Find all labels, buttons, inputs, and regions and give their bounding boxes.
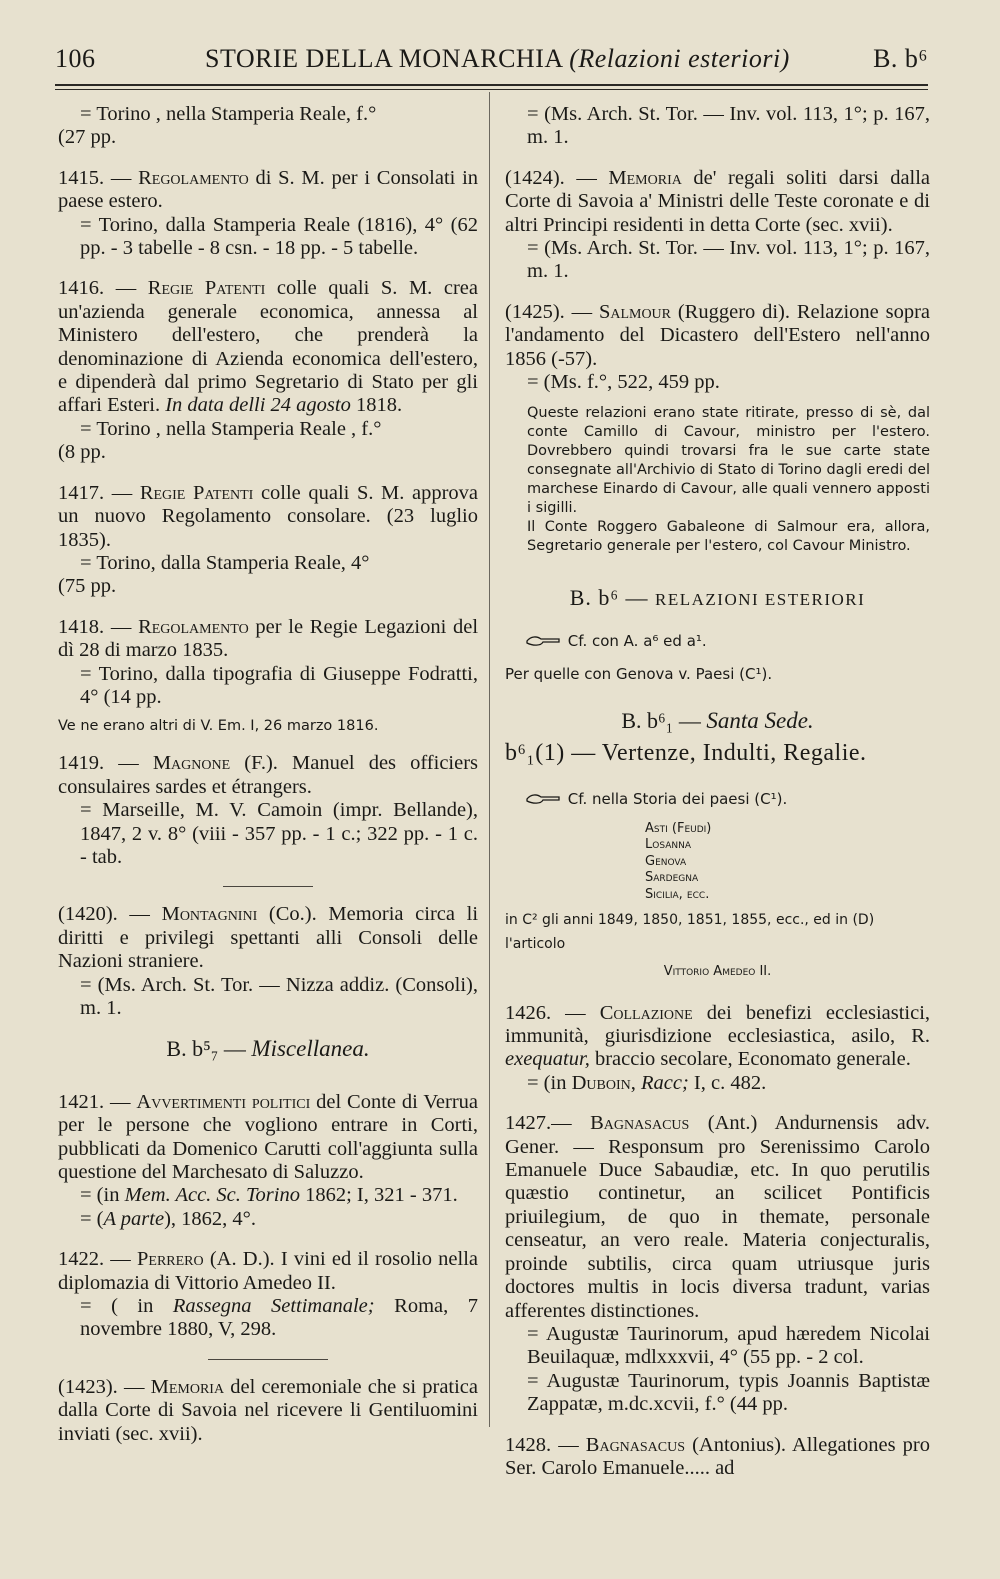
entry-pages: (8 pp. — [58, 441, 106, 464]
pub-detail: 1862; I, 321 - 371. — [305, 1184, 458, 1207]
pub-detail: ), 1862, 4°. — [164, 1207, 256, 1230]
pub-journal: Mem. Acc. Sc. Torino — [124, 1184, 300, 1207]
pointing-hand-icon — [525, 634, 563, 648]
cross-reference — [525, 630, 930, 653]
list-item: Sicilia, ecc. — [645, 886, 710, 902]
entry-publication: = Torino, dalla Stamperia Reale, 4° — [80, 551, 370, 574]
separator-rule — [208, 1359, 328, 1360]
entry-number: 1428. — — [505, 1433, 579, 1456]
section-title: Santa Sede. — [706, 707, 814, 733]
running-header — [55, 44, 928, 84]
entry-publication: = Augustæ Taurinorum, typis Joannis Baptistæ Zappatæ, m.dc.xcvii, f.° (44 pp. — [527, 1369, 930, 1416]
pub-prefix: = ( — [80, 1207, 104, 1230]
pub-journal: A parte — [103, 1207, 165, 1230]
entry-title: Bagnasacus — [585, 1433, 686, 1456]
entry-date: In data delli 24 agosto — [165, 394, 351, 417]
entry-publication: = Marseille, M. V. Camoin (impr. Bellande), 1847, 2 v. 8° (viii - 357 pp. - 1 c.; 322 pp. - 1 c. - tab. — [80, 799, 478, 868]
section-label: B. b⁵₇ — — [166, 1036, 246, 1062]
left-column — [58, 103, 478, 1463]
section-heading-miscellanea — [58, 1037, 478, 1060]
pointing-hand-icon — [525, 792, 563, 806]
xref-list — [645, 821, 930, 904]
running-title — [205, 44, 790, 74]
pub-journal: Racc; — [640, 1071, 689, 1094]
entry-1423 — [58, 1376, 478, 1446]
entry-title: Montagnini — [161, 903, 258, 926]
entry-1421 — [58, 1091, 478, 1231]
page-number: 106 — [55, 44, 96, 73]
entry-1417 — [58, 482, 478, 599]
xref-text: Cf. con A. a⁶ ed a¹. — [567, 631, 707, 650]
entry-text: per le Regie Legazioni del dì 28 di marzo 1835. — [58, 615, 479, 662]
pub-prefix: = (in — [527, 1071, 567, 1094]
entry-pages: (75 pp. — [58, 575, 117, 598]
right-column — [505, 103, 930, 1497]
list-item: Losanna — [645, 837, 691, 853]
entry-text: (Antonius). Allegationes pro Ser. Carolo Emanuele..... ad — [505, 1433, 931, 1479]
entry-text: (Co.). Memoria circa li diritti e privilegi spettanti alli Consoli delle Nazioni straniere. — [58, 903, 479, 973]
entry-1415 — [58, 167, 478, 261]
header-rule-thin — [55, 89, 928, 90]
pub-prefix: = ( in — [80, 1295, 154, 1318]
entry-1424 — [505, 167, 930, 284]
section-title: Miscellanea. — [251, 1036, 370, 1062]
section-label: B. b⁶₁ — — [621, 707, 701, 733]
entry-title: Avvertimenti politici — [136, 1090, 311, 1113]
entry-1426 — [505, 1002, 930, 1096]
section-heading-santa-sede — [505, 709, 930, 732]
entry-title: Regolamento — [138, 166, 249, 189]
entry-title: Perrero — [137, 1248, 204, 1271]
note-text: Il Conte Roggero Gabaleone di Salmour era, allora, Segretario generale per l'estero, col Cavour Ministro. — [527, 519, 930, 555]
entry-text: del Conte di Verrua per le persone che vogliono entrare in Corti, pubblicati da Domenico Carutti coll'aggiunta sulla questione del Marchesato di Saluzzo. — [58, 1090, 479, 1184]
pub-prefix: = (in — [80, 1184, 120, 1207]
entry-year: 1818. — [355, 394, 403, 417]
header-rule — [55, 84, 928, 86]
entry-publication: = (Ms. Arch. St. Tor. — Nizza addiz. (Consoli), m. 1. — [80, 973, 478, 1019]
note-text: Queste relazioni erano state ritirate, presso di sè, dal conte Camillo di Cavour, ministro per l'estero. Dovrebbero quindi trovarsi fra le sue carte state consegnate all'Archivio di Stato di Torino dagli eredi del marchese Einardo di Cavour, alle quali vennero apposti i sigilli. — [527, 405, 930, 517]
list-item: Sardegna — [645, 870, 699, 886]
entry-title: Memoria — [150, 1375, 225, 1398]
entry-1422 — [58, 1248, 478, 1342]
entry-1425 — [505, 301, 930, 395]
entry-1428 — [505, 1434, 930, 1481]
section-signature: B. b⁶ — [873, 44, 928, 73]
entry-number: 1422. — — [58, 1248, 131, 1271]
list-item: Genova — [645, 853, 687, 869]
entry-publication: = Torino , nella Stamperia Reale , f.° — [80, 417, 382, 440]
entry-text: (Ant.) Andurnensis adv. Gener. — Responsum pro Serenissimo Carolo Emanuele Duce Sabaudiæ, etc. In quo perutilis quæstio continetur, an scilicet Pontificis priuilegium, de quo in themate, personale censeatur, an vero reale. Materia conjecturalis, proinde subtilis, circa quam utriusque juris doctores multis in locis diversa tradunt, varias afferentes distinctiones. — [505, 1112, 931, 1322]
entry-pages: (27 pp. — [58, 126, 117, 149]
running-title-sub: (Relazioni esteriori) — [569, 44, 790, 73]
entry-number: 1427.— — [505, 1112, 572, 1135]
entry-title: Memoria — [608, 166, 682, 189]
entry-number: (1424). — — [505, 166, 597, 189]
entry-notes — [505, 404, 930, 556]
entry-number: 1416. — — [58, 277, 137, 300]
entry-publication: = Torino , nella Stamperia Reale, f.° — [80, 103, 377, 125]
entry-text: braccio secolare, Economato generale. — [594, 1048, 911, 1071]
entry-text: dei benefizi ecclesiastici, immunità, giurisdizione ecclesiastica, asilo, R. — [505, 1001, 931, 1048]
cross-reference-name: Vittorio Amedeo II. — [663, 964, 772, 980]
entry-text: (Ruggero di). Relazione sopra l'andamento del Dicastero dell'Estero nell'anno 1856 (-57). — [505, 300, 931, 370]
entry-text: del ceremoniale che si pratica dalla Corte di Savoia nel ricevere li Gentiluomini inviati (sec. xvii). — [58, 1375, 479, 1445]
pub-detail: Roma, 7 novembre 1880, V, 298. — [80, 1295, 479, 1341]
entry-number: 1415. — — [58, 166, 132, 189]
entry-continuation — [505, 103, 930, 150]
entry-text: de' regali soliti darsi dalla Corte di Savoia a' Ministri delle Teste coronate e di altri Principi residenti in detta Corte (sec. xvii). — [505, 166, 931, 236]
pub-journal: Rassegna Settimanale; — [172, 1295, 375, 1318]
entry-note — [58, 717, 478, 736]
entry-continuation — [58, 103, 478, 150]
list-item: Asti (Feudi) — [645, 820, 712, 836]
section-label: b⁶₁(1) — — [505, 740, 596, 767]
pub-detail: I, c. 482. — [693, 1071, 767, 1094]
entry-1419 — [58, 752, 478, 869]
entry-text: di S. M. per i Consolati in paese estero. — [58, 166, 479, 213]
section-label: B. b⁶ — — [569, 585, 649, 611]
separator-rule — [223, 886, 313, 887]
entry-text: (A. D.). I vini ed il rosolio nella diplomazia di Vittorio Amedeo II. — [58, 1248, 478, 1294]
section-title: RELAZIONI ESTERIORI — [655, 590, 866, 610]
entry-1427 — [505, 1112, 930, 1416]
entry-number: (1425). — — [505, 300, 593, 323]
entry-title: Salmour — [598, 300, 672, 323]
section-heading-relazioni — [505, 586, 930, 611]
entry-1420 — [58, 903, 478, 1020]
entry-1418 — [58, 616, 478, 710]
entry-italic: exequatur, — [505, 1048, 590, 1071]
entry-publication: = Torino, dalla tipografia di Giuseppe Fodratti, 4° (14 pp. — [80, 662, 478, 708]
section-title: Vertenze, Indulti, Regalie. — [601, 740, 867, 767]
entry-title: Collazione — [599, 1001, 693, 1024]
entry-number: (1420). — — [58, 903, 150, 926]
entry-text: colle quali S. M. approva un nuovo Regolamento consolare. (23 luglio 1835). — [58, 481, 479, 551]
entry-number: (1423). — — [58, 1375, 145, 1398]
entry-publication: = Torino, dalla Stamperia Reale (1816), 4° (62 pp. - 3 tabelle - 8 csn. - 18 pp. - 5 tabelle. — [80, 213, 478, 260]
entry-title: Bagnasacus — [590, 1112, 690, 1135]
entry-number: 1419. — — [58, 752, 139, 775]
entry-number: 1426. — — [505, 1001, 586, 1024]
entry-number: 1421. — — [58, 1090, 131, 1113]
entry-publication: = Augustæ Taurinorum, apud hæredem Nicolai Beuilaquæ, mdlxxxvii, 4° (55 pp. - 2 col. — [527, 1322, 930, 1369]
entry-publication: = (Ms. f.°, 522, 459 pp. — [527, 371, 720, 394]
column-divider — [489, 92, 490, 1427]
entry-publication: = (Ms. Arch. St. Tor. — Inv. vol. 113, 1°; p. 167, m. 1. — [527, 237, 930, 283]
section-heading-vertenze — [505, 742, 930, 765]
cross-reference: Per quelle con Genova v. Paesi (C¹). — [505, 665, 773, 684]
entry-title: Regie Patenti — [139, 481, 254, 504]
running-title-main: STORIE DELLA MONARCHIA — [205, 44, 563, 73]
entry-title: Regolamento — [138, 615, 249, 638]
entry-title: Regie Patenti — [147, 277, 266, 300]
entry-number: 1418. — — [58, 615, 132, 638]
entry-title: Magnone — [152, 752, 231, 775]
cross-reference — [525, 788, 930, 811]
entry-1416 — [58, 277, 478, 464]
xref-text: Cf. nella Storia dei paesi (C¹). — [567, 789, 788, 808]
entry-publication: = (Ms. Arch. St. Tor. — Inv. vol. 113, 1°; p. 167, m. 1. — [527, 103, 930, 149]
entry-text: (F.). Manuel des officiers consulaires sardes et étrangers. — [58, 752, 479, 798]
pub-author: Duboin, — [571, 1071, 636, 1094]
cross-reference: in C² gli anni 1849, 1850, 1851, 1855, ecc., ed in (D) l'articolo — [505, 912, 875, 952]
entry-text: colle quali S. M. crea un'azienda generale economica, annessa al Ministero dell'estero, che prenderà la denominazione di Azienda economica dell'estero, e dipenderà dal primo Segretario di Stato per gli affari Esteri. — [58, 277, 479, 417]
note-text: Ve ne erano altri di V. Em. I, 26 marzo 1816. — [58, 718, 379, 735]
entry-number: 1417. — — [58, 481, 133, 504]
